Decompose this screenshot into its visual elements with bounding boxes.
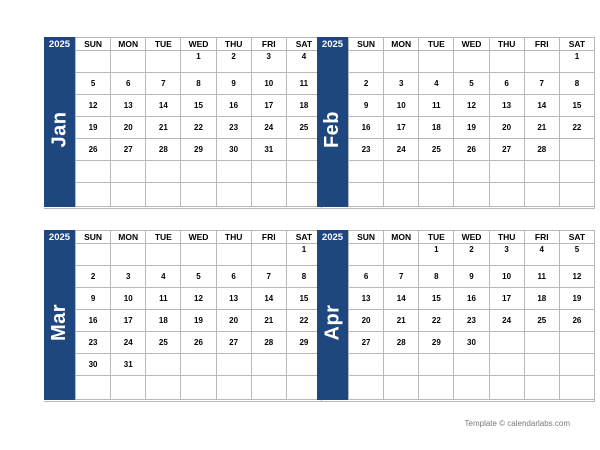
- day-cell: 20: [489, 117, 524, 139]
- day-cell: [348, 354, 383, 376]
- day-cell: 1: [180, 51, 215, 73]
- weekday-header: SAT: [559, 230, 594, 244]
- day-cell: [75, 161, 110, 183]
- day-cell: 7: [251, 266, 286, 288]
- day-cell: 8: [180, 73, 215, 95]
- day-cell: 9: [453, 266, 488, 288]
- day-cell: [524, 376, 559, 400]
- day-cell: [216, 354, 251, 376]
- weekday-header: MON: [110, 37, 145, 51]
- day-cell: 20: [348, 310, 383, 332]
- day-cell: [110, 51, 145, 73]
- day-cell: 1: [559, 51, 594, 73]
- day-cell: 15: [180, 95, 215, 117]
- day-cell: 28: [383, 332, 418, 354]
- day-cell: [145, 161, 180, 183]
- day-cell: [75, 183, 110, 207]
- day-cell: [216, 244, 251, 266]
- day-cell: 1: [286, 244, 321, 266]
- day-cell: 13: [110, 95, 145, 117]
- weekday-header: THU: [216, 37, 251, 51]
- footer-credit: Template © calendarlabs.com: [464, 419, 570, 428]
- day-cell: 14: [251, 288, 286, 310]
- day-cell: 18: [145, 310, 180, 332]
- day-cell: 30: [216, 139, 251, 161]
- day-cell: [418, 183, 453, 207]
- day-cell: [348, 51, 383, 73]
- day-cell: [145, 183, 180, 207]
- day-cell: [559, 376, 594, 400]
- month-band: [44, 244, 75, 400]
- day-cell: 16: [75, 310, 110, 332]
- day-cell: [180, 354, 215, 376]
- day-cell: 10: [110, 288, 145, 310]
- day-cell: [286, 376, 321, 400]
- day-cell: 7: [145, 73, 180, 95]
- day-cell: 24: [251, 117, 286, 139]
- day-cell: [145, 51, 180, 73]
- day-cell: 2: [75, 266, 110, 288]
- day-cell: 19: [559, 288, 594, 310]
- day-cell: 19: [75, 117, 110, 139]
- day-cell: [251, 376, 286, 400]
- month-calendar: [317, 230, 595, 402]
- weekday-header: SUN: [348, 37, 383, 51]
- day-cell: 26: [180, 332, 215, 354]
- day-cell: 22: [418, 310, 453, 332]
- day-cell: 13: [489, 95, 524, 117]
- day-cell: 17: [251, 95, 286, 117]
- day-cell: [453, 376, 488, 400]
- day-cell: [418, 51, 453, 73]
- day-cell: 28: [251, 332, 286, 354]
- weekday-header: SUN: [75, 230, 110, 244]
- day-cell: [489, 51, 524, 73]
- weekday-header: TUE: [418, 37, 453, 51]
- day-cell: 8: [559, 73, 594, 95]
- day-cell: [348, 244, 383, 266]
- day-cell: 26: [453, 139, 488, 161]
- day-cell: [489, 376, 524, 400]
- day-cell: 18: [418, 117, 453, 139]
- day-cell: 20: [110, 117, 145, 139]
- day-cell: 18: [286, 95, 321, 117]
- day-cell: 12: [75, 95, 110, 117]
- day-cell: 23: [348, 139, 383, 161]
- day-cell: 22: [559, 117, 594, 139]
- weekday-header: SUN: [75, 37, 110, 51]
- day-cell: [383, 183, 418, 207]
- day-cell: [348, 183, 383, 207]
- day-cell: 22: [180, 117, 215, 139]
- month-band: [317, 244, 348, 400]
- day-cell: [180, 161, 215, 183]
- day-cell: [251, 183, 286, 207]
- day-cell: 5: [180, 266, 215, 288]
- day-cell: 31: [110, 354, 145, 376]
- day-cell: [559, 139, 594, 161]
- month-calendar: [44, 230, 322, 402]
- day-cell: 15: [286, 288, 321, 310]
- day-cell: 4: [145, 266, 180, 288]
- day-cell: 4: [286, 51, 321, 73]
- weekday-header: TUE: [145, 230, 180, 244]
- day-cell: 16: [453, 288, 488, 310]
- day-cell: 5: [75, 73, 110, 95]
- day-cell: 21: [383, 310, 418, 332]
- day-cell: [489, 183, 524, 207]
- day-cell: 24: [110, 332, 145, 354]
- weekday-header: FRI: [251, 230, 286, 244]
- weekday-header: THU: [489, 230, 524, 244]
- day-cell: 10: [383, 95, 418, 117]
- day-cell: [453, 161, 488, 183]
- day-cell: 16: [216, 95, 251, 117]
- day-cell: [216, 161, 251, 183]
- day-cell: 19: [180, 310, 215, 332]
- day-cell: 23: [216, 117, 251, 139]
- day-cell: 11: [524, 266, 559, 288]
- calendar-year: 2025: [317, 230, 348, 244]
- day-cell: 10: [489, 266, 524, 288]
- day-cell: 4: [524, 244, 559, 266]
- month-name: Mar: [48, 303, 71, 341]
- day-cell: [524, 51, 559, 73]
- day-cell: 19: [453, 117, 488, 139]
- day-cell: [383, 376, 418, 400]
- day-cell: [216, 376, 251, 400]
- day-cell: 21: [145, 117, 180, 139]
- day-cell: [145, 244, 180, 266]
- day-cell: [180, 376, 215, 400]
- day-cell: 14: [145, 95, 180, 117]
- calendar-year: 2025: [44, 37, 75, 51]
- day-cell: [453, 51, 488, 73]
- day-cell: 29: [180, 139, 215, 161]
- weekday-header: WED: [180, 230, 215, 244]
- weekday-header: MON: [110, 230, 145, 244]
- day-cell: 11: [286, 73, 321, 95]
- day-cell: [286, 139, 321, 161]
- day-cell: 30: [75, 354, 110, 376]
- day-cell: 13: [216, 288, 251, 310]
- day-cell: [453, 354, 488, 376]
- month-calendar: [44, 37, 322, 209]
- day-cell: [418, 354, 453, 376]
- weekday-header: MON: [383, 230, 418, 244]
- day-cell: [75, 51, 110, 73]
- day-cell: [286, 183, 321, 207]
- day-cell: 9: [216, 73, 251, 95]
- day-cell: [383, 244, 418, 266]
- day-cell: 7: [383, 266, 418, 288]
- day-cell: 25: [286, 117, 321, 139]
- day-cell: 10: [251, 73, 286, 95]
- day-cell: [489, 354, 524, 376]
- day-cell: 6: [348, 266, 383, 288]
- day-cell: [110, 376, 145, 400]
- day-cell: 2: [453, 244, 488, 266]
- day-cell: 13: [348, 288, 383, 310]
- day-cell: [524, 354, 559, 376]
- day-cell: 3: [489, 244, 524, 266]
- weekday-header: FRI: [524, 230, 559, 244]
- day-cell: 12: [453, 95, 488, 117]
- day-cell: [348, 161, 383, 183]
- day-cell: 2: [348, 73, 383, 95]
- day-cell: 26: [75, 139, 110, 161]
- day-cell: [453, 183, 488, 207]
- day-cell: 8: [286, 266, 321, 288]
- day-cell: [180, 183, 215, 207]
- weekday-header: WED: [453, 37, 488, 51]
- day-cell: 25: [524, 310, 559, 332]
- weekday-header: TUE: [418, 230, 453, 244]
- day-cell: 2: [216, 51, 251, 73]
- day-cell: 6: [110, 73, 145, 95]
- day-cell: 6: [216, 266, 251, 288]
- day-cell: [559, 161, 594, 183]
- day-cell: 17: [489, 288, 524, 310]
- day-cell: 3: [383, 73, 418, 95]
- weekday-header: SAT: [286, 230, 321, 244]
- day-cell: 21: [524, 117, 559, 139]
- day-cell: 21: [251, 310, 286, 332]
- day-cell: 29: [286, 332, 321, 354]
- day-cell: [524, 332, 559, 354]
- day-cell: [383, 161, 418, 183]
- day-cell: 7: [524, 73, 559, 95]
- day-cell: 3: [251, 51, 286, 73]
- day-cell: 29: [418, 332, 453, 354]
- day-cell: 9: [75, 288, 110, 310]
- day-cell: [110, 244, 145, 266]
- day-cell: 15: [559, 95, 594, 117]
- day-cell: [251, 244, 286, 266]
- day-cell: 4: [418, 73, 453, 95]
- day-cell: [559, 354, 594, 376]
- day-cell: 14: [383, 288, 418, 310]
- day-cell: 11: [145, 288, 180, 310]
- day-cell: 6: [489, 73, 524, 95]
- day-cell: 5: [453, 73, 488, 95]
- month-name: Feb: [321, 110, 343, 148]
- day-cell: 27: [489, 139, 524, 161]
- calendar-year: 2025: [44, 230, 75, 244]
- day-cell: 30: [453, 332, 488, 354]
- day-cell: 27: [110, 139, 145, 161]
- day-cell: [180, 244, 215, 266]
- day-cell: 24: [383, 139, 418, 161]
- day-cell: 18: [524, 288, 559, 310]
- day-cell: [383, 51, 418, 73]
- weekday-header: THU: [489, 37, 524, 51]
- day-cell: [524, 161, 559, 183]
- month-band: [44, 51, 75, 207]
- weekday-header: WED: [453, 230, 488, 244]
- day-cell: 27: [348, 332, 383, 354]
- day-cell: 23: [75, 332, 110, 354]
- weekday-header: FRI: [524, 37, 559, 51]
- day-cell: 17: [110, 310, 145, 332]
- day-cell: 16: [348, 117, 383, 139]
- day-cell: [75, 376, 110, 400]
- weekday-header: FRI: [251, 37, 286, 51]
- day-cell: [110, 161, 145, 183]
- day-cell: 20: [216, 310, 251, 332]
- day-cell: [251, 161, 286, 183]
- day-cell: 8: [418, 266, 453, 288]
- day-cell: [524, 183, 559, 207]
- day-cell: 5: [559, 244, 594, 266]
- day-cell: [489, 332, 524, 354]
- day-cell: 3: [110, 266, 145, 288]
- weekday-header: WED: [180, 37, 215, 51]
- day-cell: 28: [524, 139, 559, 161]
- day-cell: [559, 183, 594, 207]
- day-cell: [286, 354, 321, 376]
- month-name: Apr: [321, 304, 344, 340]
- day-cell: 12: [180, 288, 215, 310]
- day-cell: [348, 376, 383, 400]
- day-cell: [251, 354, 286, 376]
- day-cell: 31: [251, 139, 286, 161]
- day-cell: 22: [286, 310, 321, 332]
- day-cell: 12: [559, 266, 594, 288]
- day-cell: [145, 376, 180, 400]
- weekday-header: SAT: [286, 37, 321, 51]
- day-cell: [286, 161, 321, 183]
- day-cell: 27: [216, 332, 251, 354]
- day-cell: [216, 183, 251, 207]
- day-cell: [418, 161, 453, 183]
- weekday-header: SUN: [348, 230, 383, 244]
- weekday-header: SAT: [559, 37, 594, 51]
- day-cell: 17: [383, 117, 418, 139]
- day-cell: [110, 183, 145, 207]
- day-cell: 26: [559, 310, 594, 332]
- day-cell: [145, 354, 180, 376]
- weekday-header: MON: [383, 37, 418, 51]
- day-cell: 24: [489, 310, 524, 332]
- day-cell: 1: [418, 244, 453, 266]
- day-cell: [383, 354, 418, 376]
- day-cell: 28: [145, 139, 180, 161]
- weekday-header: TUE: [145, 37, 180, 51]
- day-cell: [489, 161, 524, 183]
- month-band: [317, 51, 348, 207]
- month-calendar: [317, 37, 595, 209]
- day-cell: [559, 332, 594, 354]
- day-cell: 9: [348, 95, 383, 117]
- calendar-year: 2025: [317, 37, 348, 51]
- day-cell: 23: [453, 310, 488, 332]
- day-cell: 25: [418, 139, 453, 161]
- day-cell: 15: [418, 288, 453, 310]
- day-cell: [75, 244, 110, 266]
- day-cell: 11: [418, 95, 453, 117]
- day-cell: [418, 376, 453, 400]
- weekday-header: THU: [216, 230, 251, 244]
- day-cell: 25: [145, 332, 180, 354]
- month-name: Jan: [48, 111, 70, 147]
- day-cell: 14: [524, 95, 559, 117]
